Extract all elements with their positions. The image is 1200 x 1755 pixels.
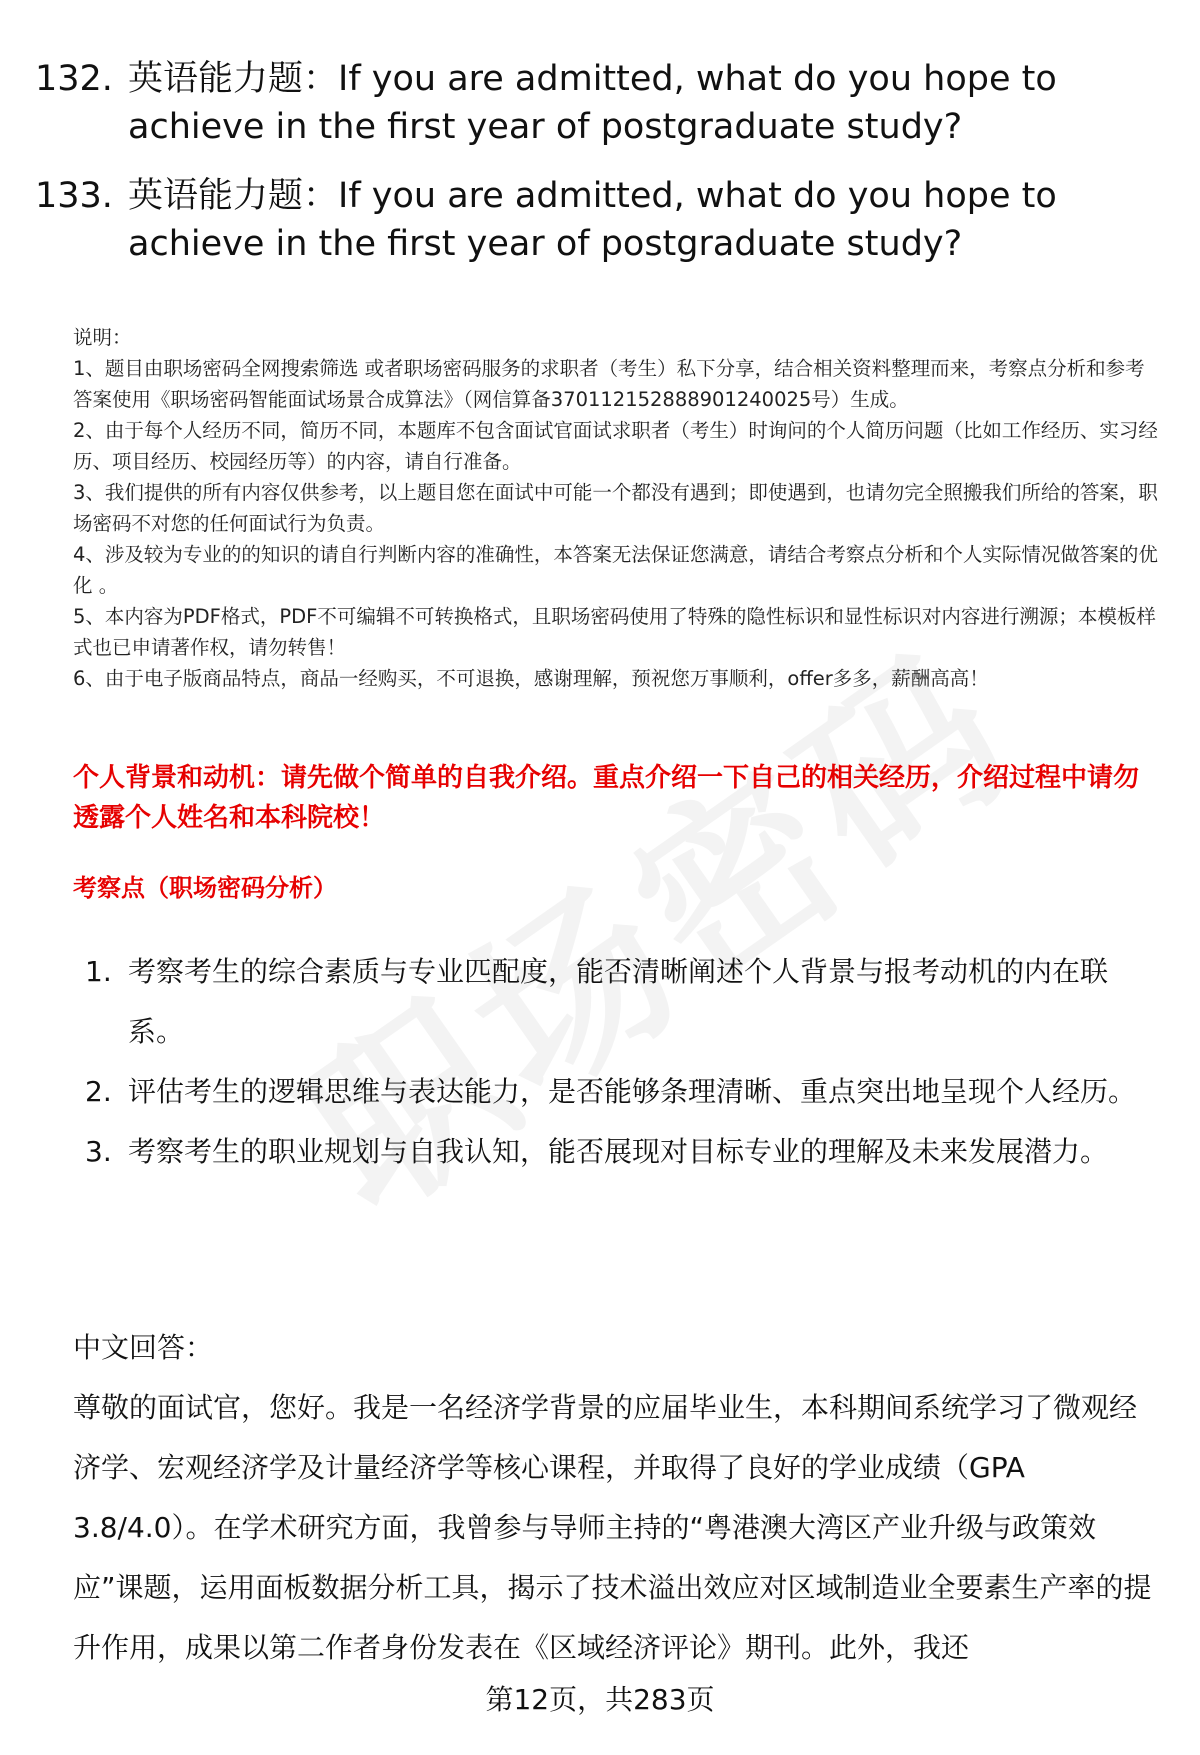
note-item: 1、题目由职场密码全网搜索筛选 或者职场密码服务的求职者（考生）私下分享，结合相关资料整理而来，考察点分析和参考答案使用《职场密码智能面试场景合成算法》（网信算备370112152888901240025号）生成。 — [73, 357, 1145, 411]
question-number: 132. — [35, 59, 113, 99]
question-text: 英语能力题：If you are admitted, what do you hope to achieve in the first year of postgraduate study? — [128, 176, 1057, 264]
question-text: 英语能力题：If you are admitted, what do you hope to achieve in the first year of postgraduate study? — [128, 59, 1057, 147]
list-item — [73, 1062, 1163, 1122]
list-text: 评估考生的逻辑思维与表达能力，是否能够条理清晰、重点突出地呈现个人经历。 — [128, 1075, 1137, 1108]
question-133 — [35, 172, 1155, 268]
question-number: 133. — [35, 176, 113, 216]
note-item: 3、我们提供的所有内容仅供参考，以上题目您在面试中可能一个都没有遇到；即使遇到，也请勿完全照搬我们所给的答案，职场密码不对您的任何面试行为负责。 — [73, 481, 1158, 535]
current-question: 个人背景和动机：请先做个简单的自我介绍。重点介绍一下自己的相关经历，介绍过程中请勿透露个人姓名和本科院校！ — [73, 763, 1140, 833]
analysis-points — [73, 942, 1163, 1182]
list-item — [73, 942, 1163, 1062]
disclaimer-notes — [73, 322, 1163, 694]
answer-block — [73, 1318, 1163, 1678]
question-132 — [35, 55, 1155, 151]
list-text: 考察考生的综合素质与专业匹配度，能否清晰阐述个人背景与报考动机的内在联系。 — [128, 955, 1109, 1048]
answer-text: 尊敬的面试官，您好。我是一名经济学背景的应届毕业生，本科期间系统学习了微观经济学、宏观经济学及计量经济学等核心课程，并取得了良好的学业成绩（GPA 3.8/4.0）。在学术研究方面，我曾参与导师主持的“粤港澳大湾区产业升级与政策效应”课题，运用面板数据分析工具，揭示了技术溢出效应对区域制造业全要素生产率的提升作用，成果以第二作者身份发表在《区域经济评论》期刊。此外，我还 — [73, 1391, 1152, 1664]
notes-heading: 说明： — [73, 326, 132, 349]
note-item: 2、由于每个人经历不同，简历不同，本题库不包含面试官面试求职者（考生）时询问的个人简历问题（比如工作经历、实习经历、项目经历、校园经历等）的内容，请自行准备。 — [73, 419, 1158, 473]
note-item: 6、由于电子版商品特点，商品一经购买，不可退换，感谢理解，预祝您万事顺利，offer多多，薪酬高高！ — [73, 667, 989, 690]
note-item: 4、涉及较为专业的的知识的请自行判断内容的准确性，本答案无法保证您满意，请结合考察点分析和个人实际情况做答案的优化 。 — [73, 543, 1158, 597]
answer-label: 中文回答： — [73, 1331, 214, 1364]
list-index: 2. — [85, 1075, 112, 1108]
page-footer: 第12页，共283页 — [485, 1683, 715, 1716]
list-index: 1. — [85, 955, 112, 988]
section-title: 考察点（职场密码分析） — [73, 874, 337, 902]
list-text: 考察考生的职业规划与自我认知，能否展现对目标专业的理解及未来发展潜力。 — [128, 1135, 1109, 1168]
note-item: 5、本内容为PDF格式，PDF不可编辑不可转换格式，且职场密码使用了特殊的隐性标识和显性标识对内容进行溯源；本模板样式也已申请著作权，请勿转售！ — [73, 605, 1156, 659]
list-item — [73, 1122, 1163, 1182]
list-index: 3. — [85, 1135, 112, 1168]
